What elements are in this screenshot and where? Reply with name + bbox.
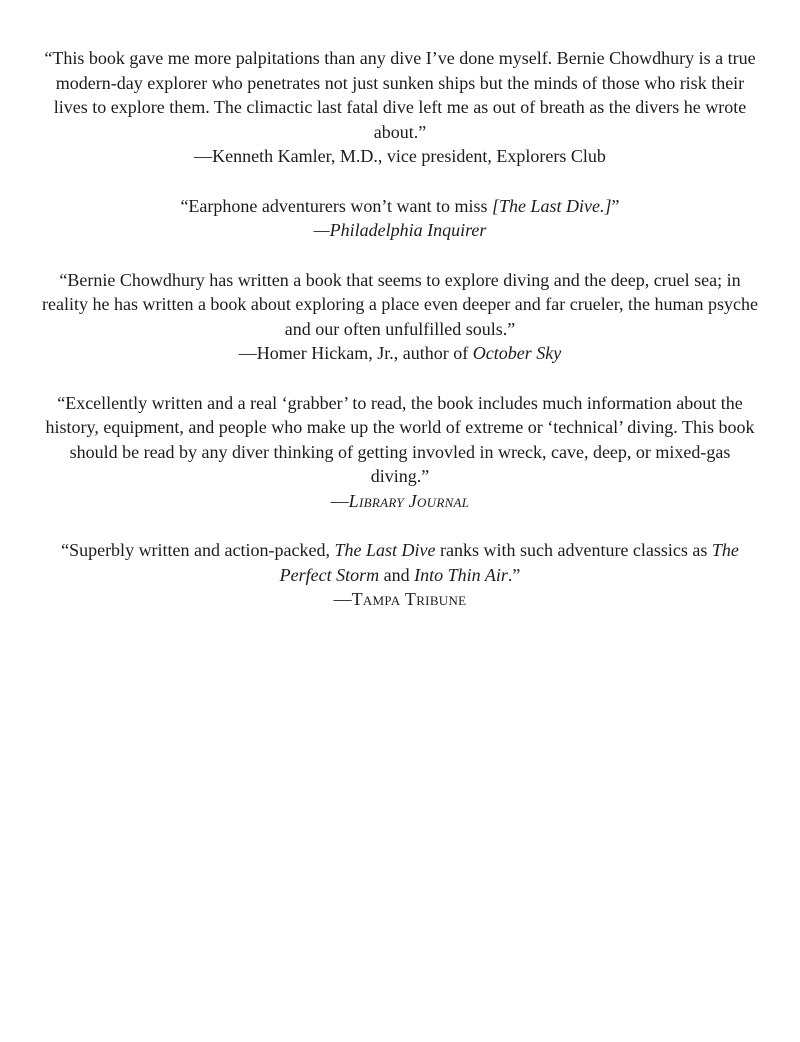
quote-text-segment: .” [507,564,521,585]
attribution-dash: — [333,589,352,609]
quote-text [40,268,760,342]
quote-block-tampa-tribune [40,538,760,612]
book-title-segment: [The Last Dive.] [492,195,612,216]
quote-text [40,391,760,489]
quote-text-segment: and [379,564,415,585]
quote-attribution [40,489,760,514]
quote-text-segment: “Earphone adventurers won’t want to miss [180,195,493,216]
quote-text [40,538,760,587]
attribution-segment: Tampa Tribune [351,589,467,609]
quote-text-segment: ranks with such adventure classics as [435,540,712,560]
quote-text-segment: “Excellently written and a real ‘grabber’ to read, the book includes much information about the history, equipment, and people who make up the world of extreme or ‘technical’ diving. This book should be read by any diver thinking of getting invovled in wreck, cave, deep, or mixed-gas diving.” [45,392,755,486]
quote-block-philadelphia-inquirer [40,194,760,243]
quote-attribution [40,587,760,612]
attribution-segment: —Homer Hickam, Jr., author of [238,343,473,363]
book-title-segment: October Sky [472,343,562,363]
quote-text [40,46,760,144]
attribution-segment: —Kenneth Kamler, M.D., vice president, Explorers Club [194,146,606,166]
attribution-segment: Library Journal [348,490,470,511]
quote-block-hickam [40,268,760,366]
quote-attribution [40,144,760,169]
quote-attribution [40,218,760,243]
attribution-dash: — [330,490,349,511]
quote-block-kamler [40,46,760,169]
quote-text-segment: “Superbly written and action-packed, [61,540,335,560]
book-title-segment: Into Thin Air [414,564,508,585]
quote-block-library-journal [40,391,760,514]
book-title-segment: The Last Dive [334,540,436,560]
quote-text [40,194,760,219]
quote-text-segment: “Bernie Chowdhury has written a book that seems to explore diving and the deep, cruel sea; in reality he has written a book about exploring a place even deeper and far crueler, the human psyche and our often unfulfilled souls.” [42,269,758,339]
quote-text-segment: ” [611,195,620,216]
quote-attribution [40,341,760,366]
quote-text-segment: “This book gave me more palpitations than any dive I’ve done myself. Bernie Chowdhury is a true modern-day explorer who penetrates not just sunken ships but the minds of those who risk their lives to explore them. The climactic last fatal dive left me as out of breath as the divers he wrote about.” [44,48,756,142]
attribution-segment: —Philadelphia Inquirer [313,220,487,240]
book-title-segment: The Perfect Storm [279,540,739,585]
